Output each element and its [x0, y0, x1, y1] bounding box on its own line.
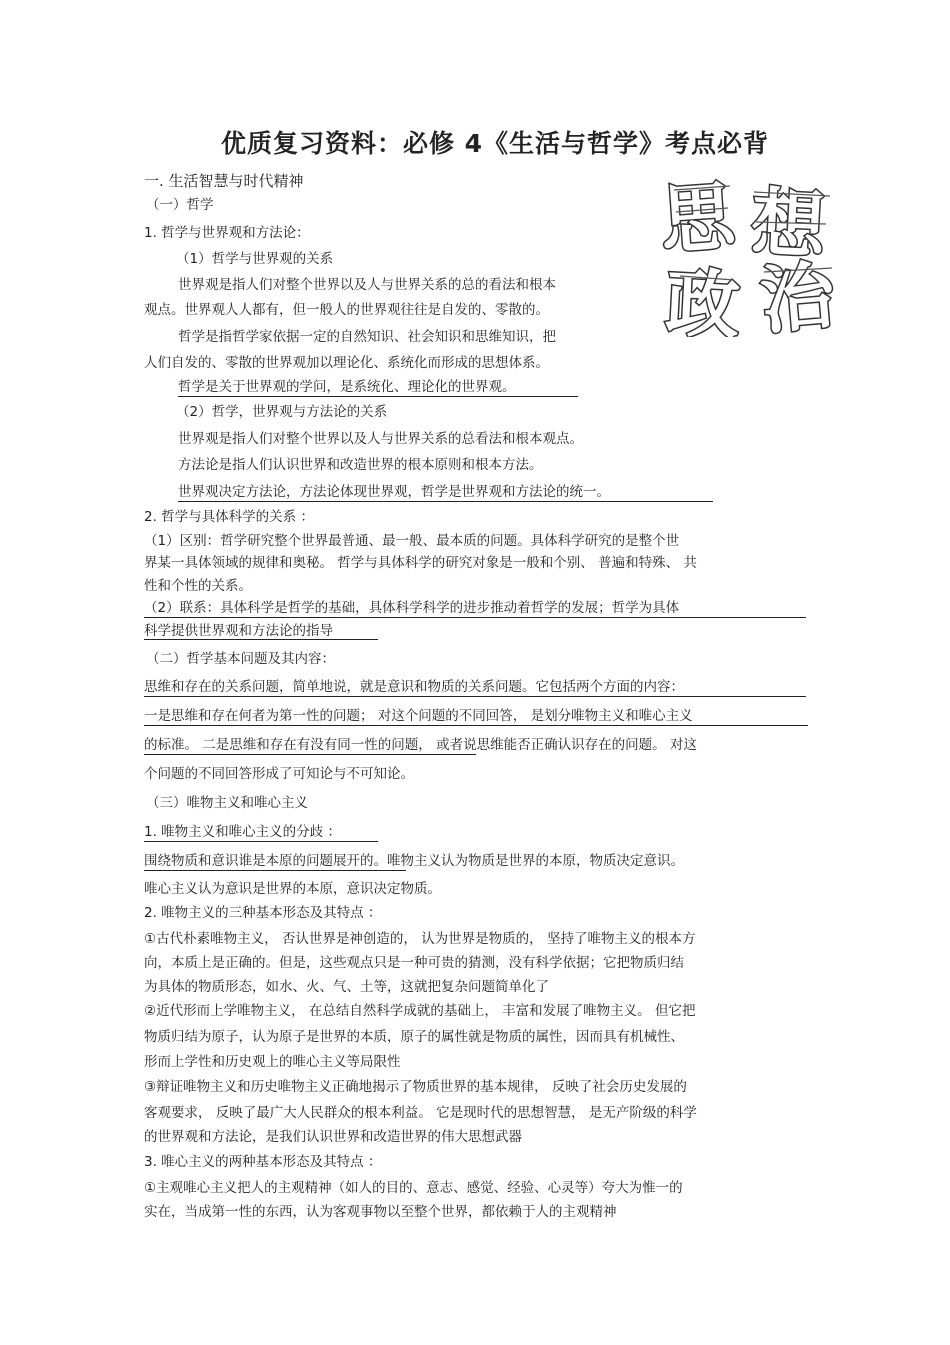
paragraph-line: 客观要求， 反映了最广大人民群众的根本利益。 它是现时代的思想智慧， 是无产阶级的科学 — [144, 1105, 697, 1121]
subsection-heading: （三）唯物主义和唯心主义 — [146, 795, 308, 811]
paragraph-line: ③辩证唯物主义和历史唯物主义正确地揭示了物质世界的基本规律， 反映了社会历史发展的 — [144, 1079, 687, 1095]
paragraph-line: 观点。世界观人人都有，但一般人的世界观往往是自发的、零散的。 — [144, 302, 549, 318]
topic-heading: 1. 哲学与世界观和方法论： — [144, 225, 310, 241]
paragraph-line: 方法论是指人们认识世界和改造世界的根本原则和根本方法。 — [178, 457, 543, 473]
underline — [144, 639, 378, 640]
paragraph-line: 形而上学性和历史观上的唯心主义等局限性 — [144, 1054, 401, 1070]
topic-heading: 1. 唯物主义和唯心主义的分歧 ： — [144, 824, 341, 840]
topic-heading: 2. 哲学与具体科学的关系 ： — [144, 509, 314, 525]
sub-topic: （1）哲学与世界观的关系 — [176, 251, 334, 267]
paragraph-line: ①古代朴素唯物主义， 否认世界是神创造的， 认为世界是物质的， 坚持了唯物主义的根本方 — [144, 931, 696, 947]
underline — [144, 870, 406, 871]
subsection-heading: （一）哲学 — [146, 197, 214, 213]
underline — [144, 754, 476, 755]
logo-char-1: 思 — [660, 173, 738, 265]
paragraph-line: 实在，当成第一性的东西，认为客观事物以至整个世界，都依赖于人的主观精神 — [144, 1204, 617, 1220]
key-point: 世界观决定方法论，方法论体现世界观，哲学是世界观和方法论的统一。 — [178, 484, 610, 500]
paragraph-line: 界某一具体领域的规律和奥秘。 哲学与具体科学的研究对象是一般和个别、 普遍和特殊、 共 — [144, 555, 697, 571]
paragraph-line: ②近代形而上学唯物主义， 在总结自然科学成就的基础上， 丰富和发展了唯物主义。 但它把 — [144, 1003, 696, 1019]
paragraph-line: 性和个性的关系。 — [144, 578, 252, 594]
paragraph-line: 的世界观和方法论，是我们认识世界和改造世界的伟大思想武器 — [144, 1129, 522, 1145]
paragraph-line: 物质归结为原子，认为原子是世界的本质，原子的属性就是物质的属性，因而具有机械性、 — [144, 1029, 684, 1045]
key-point: 的标准。 二是思维和存在有没有同一性的问题， 或者说思维能否正确认识存在的问题。 对这 — [144, 737, 697, 753]
logo-char-2: 想 — [749, 180, 828, 270]
paragraph-line: 世界观是指人们对整个世界以及人与世界关系的总的看法和根本 — [178, 277, 556, 293]
subject-logo — [660, 172, 845, 337]
paragraph-line: 为具体的物质形态，如水、火、气、土等，这就把复杂问题简单化了 — [144, 979, 549, 995]
subject-logo-art — [660, 172, 845, 337]
underline — [144, 696, 806, 697]
subsection-heading: （二）哲学基本问题及其内容： — [146, 651, 335, 667]
logo-char-4: 治 — [756, 252, 839, 337]
logo-char-3: 政 — [663, 260, 742, 337]
paragraph-line: （1）区别：哲学研究整个世界最普通、最一般、最本质的问题。具体科学研究的是整个世 — [144, 533, 680, 549]
topic-heading: 3. 唯心主义的两种基本形态及其特点 ： — [144, 1154, 382, 1170]
section-heading: 一. 生活智慧与时代精神 — [144, 172, 304, 190]
key-point: 科学提供世界观和方法论的指导 — [144, 623, 333, 639]
underline — [144, 617, 806, 618]
key-point: 思维和存在的关系问题，简单地说，就是意识和物质的关系问题。它包括两个方面的内容： — [144, 679, 684, 695]
paragraph-line: 人们自发的、零散的世界观加以理论化、系统化而形成的思想体系。 — [144, 355, 549, 371]
paragraph-line: 哲学是指哲学家依据一定的自然知识、社会知识和思维知识，把 — [178, 329, 556, 345]
document-title: 优质复习资料：必修 4《生活与哲学》考点必背 — [220, 129, 770, 158]
paragraph-line: ①主观唯心主义把人的主观精神（如人的目的、意志、感觉、经验、心灵等）夸大为惟一的 — [144, 1180, 683, 1196]
paragraph-line: 个问题的不同回答形成了可知论与不可知论。 — [144, 766, 414, 782]
underline — [144, 841, 378, 842]
sub-topic: （2）哲学，世界观与方法论的关系 — [176, 404, 388, 420]
paragraph-line: 世界观是指人们对整个世界以及人与世界关系的总看法和根本观点。 — [178, 431, 583, 447]
paragraph-line: 唯心主义认为意识是世界的本原，意识决定物质。 — [144, 881, 441, 897]
underline — [178, 501, 713, 502]
paragraph-line: 向，本质上是正确的。但是，这些观点只是一种可贵的猜测，没有科学依据；它把物质归结 — [144, 955, 684, 971]
key-point: 一是思维和存在何者为第一性的问题； 对这个问题的不同回答， 是划分唯物主义和唯心主义 — [144, 708, 693, 724]
topic-heading: 2. 唯物主义的三种基本形态及其特点 ： — [144, 905, 382, 921]
underline — [178, 396, 578, 397]
key-point: 围绕物质和意识谁是本原的问题展开的。唯物主义认为物质是世界的本原，物质决定意识。 — [144, 853, 684, 869]
underline — [144, 725, 808, 726]
key-point: 哲学是关于世界观的学问，是系统化、理论化的世界观。 — [178, 379, 516, 395]
key-point: （2）联系：具体科学是哲学的基础，具体科学科学的进步推动着哲学的发展；哲学为具体 — [144, 600, 680, 616]
